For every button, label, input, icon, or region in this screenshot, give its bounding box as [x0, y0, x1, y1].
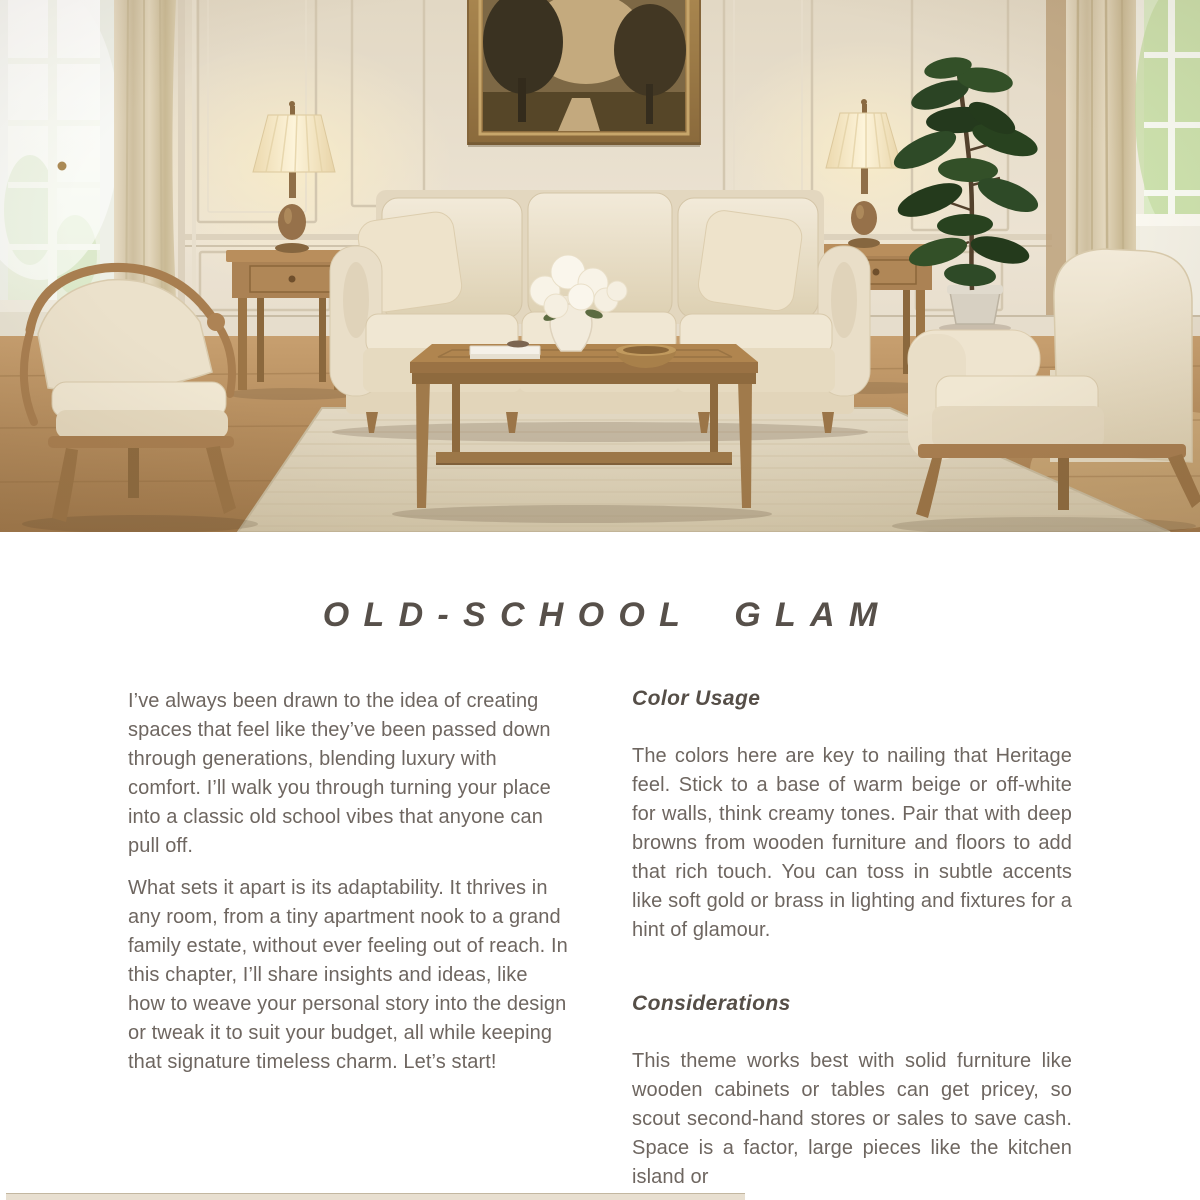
- article-column-right: [632, 687, 1072, 1192]
- section-body-color-usage: The colors here are key to nailing that Heritage feel. Stick to a base of warm beige or off-white for walls, think creamy tones. Pair that with deep browns from wooden furniture and floors to add that rich touch. You can toss in subtle accents like soft gold or brass in lighting and fixtures for a hint of glamour.: [632, 745, 1072, 941]
- hero-living-room-photo: [0, 0, 1200, 532]
- next-page-edge: [6, 1193, 745, 1200]
- paragraph-adaptability: What sets it apart is its adaptability. It thrives in any room, from a tiny apartment nook to a grand family estate, without ever feeling out of reach. In this chapter, I’ll share insights and ideas, like how to weave your personal story into the design or tweak it to suit your budget, all while keeping that signature timeless charm. Let’s start!: [128, 877, 568, 1073]
- article-column-left: [128, 687, 568, 1077]
- vignette: [0, 0, 1200, 532]
- section-heading-considerations: Considerations: [632, 992, 791, 1015]
- section-heading-color-usage: Color Usage: [632, 687, 761, 710]
- paragraph-intro: I’ve always been drawn to the idea of creating spaces that feel like they’ve been passed down through generations, blending luxury with comfort. I’ll walk you through turning your place into a classic old school vibes that anyone can pull off.: [128, 690, 551, 857]
- article-columns: [0, 687, 1200, 1192]
- page-title: OLD-SCHOOL GLAM: [322, 596, 892, 634]
- section-body-considerations: This theme works best with solid furniture like wooden cabinets or tables can get pricey, so scout second-hand stores or sales to save cash. Space is a factor, large pieces like the kitchen island or: [632, 1050, 1072, 1188]
- hero-illustration: [0, 0, 1200, 532]
